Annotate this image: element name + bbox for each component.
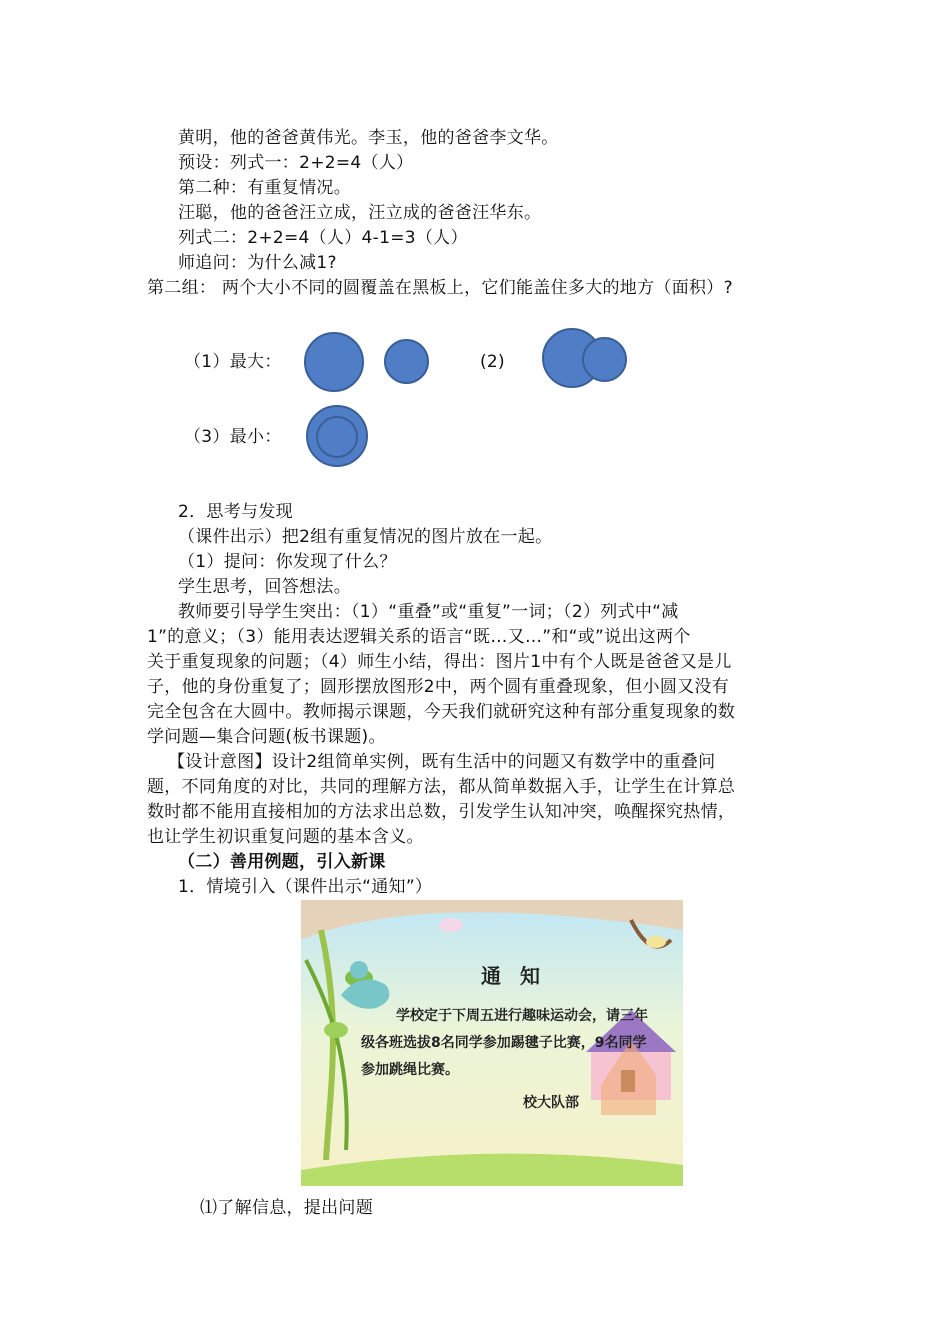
- small-circle-contained: [316, 416, 358, 458]
- text-line: 黄明，他的爸爸黄伟光。李玉，他的爸爸李文华。: [178, 128, 559, 148]
- text-line: 预设：列式一：2+2=4（人）: [178, 153, 414, 173]
- small-circle-overlap: [582, 337, 627, 382]
- text-line: 师追问：为什么减1?: [178, 253, 337, 273]
- paragraph-line: 子，他的身份重复了；圆形摆放图形2中，两个圆有重叠现象，但小圆又没有: [147, 677, 730, 697]
- notice-line: 级各班选拔8名同学参加踢毽子比赛，9名同学: [361, 1035, 647, 1051]
- text-line: 汪聪，他的爸爸汪立成，汪立成的爸爸汪华东。: [178, 203, 542, 223]
- circle-label-2: (2): [480, 352, 505, 372]
- section-heading: 2．思考与发现: [178, 502, 293, 522]
- text-line: 第二种：有重复情况。: [178, 178, 351, 198]
- circle-label-3: （3）最小：: [184, 427, 282, 447]
- circle-label-1: （1）最大：: [184, 352, 282, 372]
- text-line: （课件出示）把2组有重复情况的图片放在一起。: [178, 527, 553, 547]
- large-circle: [304, 332, 364, 392]
- paragraph-line: 题，不同角度的对比，共同的理解方法，都从简单数据入手，让学生在计算总: [147, 777, 736, 797]
- paragraph-line: 1”的意义；（3）能用表达逻辑关系的语言“既…又…”和“或”说出这两个: [147, 627, 691, 647]
- notice-signature: 校大队部: [523, 1095, 579, 1111]
- text-line: 第二组： 两个大小不同的圆覆盖在黑板上，它们能盖住多大的地方（面积）?: [147, 278, 733, 298]
- notice-line: 学校定于下周五进行趣味运动会，请三年: [396, 1008, 648, 1024]
- paragraph-line: 数时都不能用直接相加的方法求出总数，引发学生认知冲突，唤醒探究热情，: [147, 802, 736, 822]
- text-line: ⑴了解信息，提出问题: [200, 1198, 373, 1218]
- text-line: 列式二：2+2=4（人）4-1=3（人）: [178, 228, 468, 248]
- text-line: 1．情境引入（课件出示“通知”）: [178, 877, 433, 897]
- paragraph-line: 学问题—集合问题(板书课题)。: [147, 727, 386, 747]
- small-circle: [384, 339, 429, 384]
- paragraph-line: 也让学生初识重复问题的基本含义。: [147, 827, 424, 847]
- notice-title: 通 知: [481, 964, 546, 988]
- paragraph-line: 【设计意图】设计2组简单实例，既有生活中的问题又有数学中的重叠问: [168, 752, 716, 772]
- notice-line: 参加跳绳比赛。: [361, 1062, 459, 1078]
- text-line: 学生思考，回答想法。: [178, 577, 351, 597]
- paragraph-line: 教师要引导学生突出：（1）“重叠”或“重复”一词；（2）列式中“减: [178, 602, 679, 622]
- notice-image: [301, 900, 683, 1186]
- section-heading: （二）善用例题，引入新课: [178, 852, 386, 872]
- text-line: （1）提问：你发现了什么？: [178, 552, 397, 572]
- paragraph-line: 完全包含在大圆中。教师揭示课题，今天我们就研究这种有部分重复现象的数: [147, 702, 736, 722]
- paragraph-line: 关于重复现象的问题；（4）师生小结，得出：图片1中有个人既是爸爸又是儿: [147, 652, 732, 672]
